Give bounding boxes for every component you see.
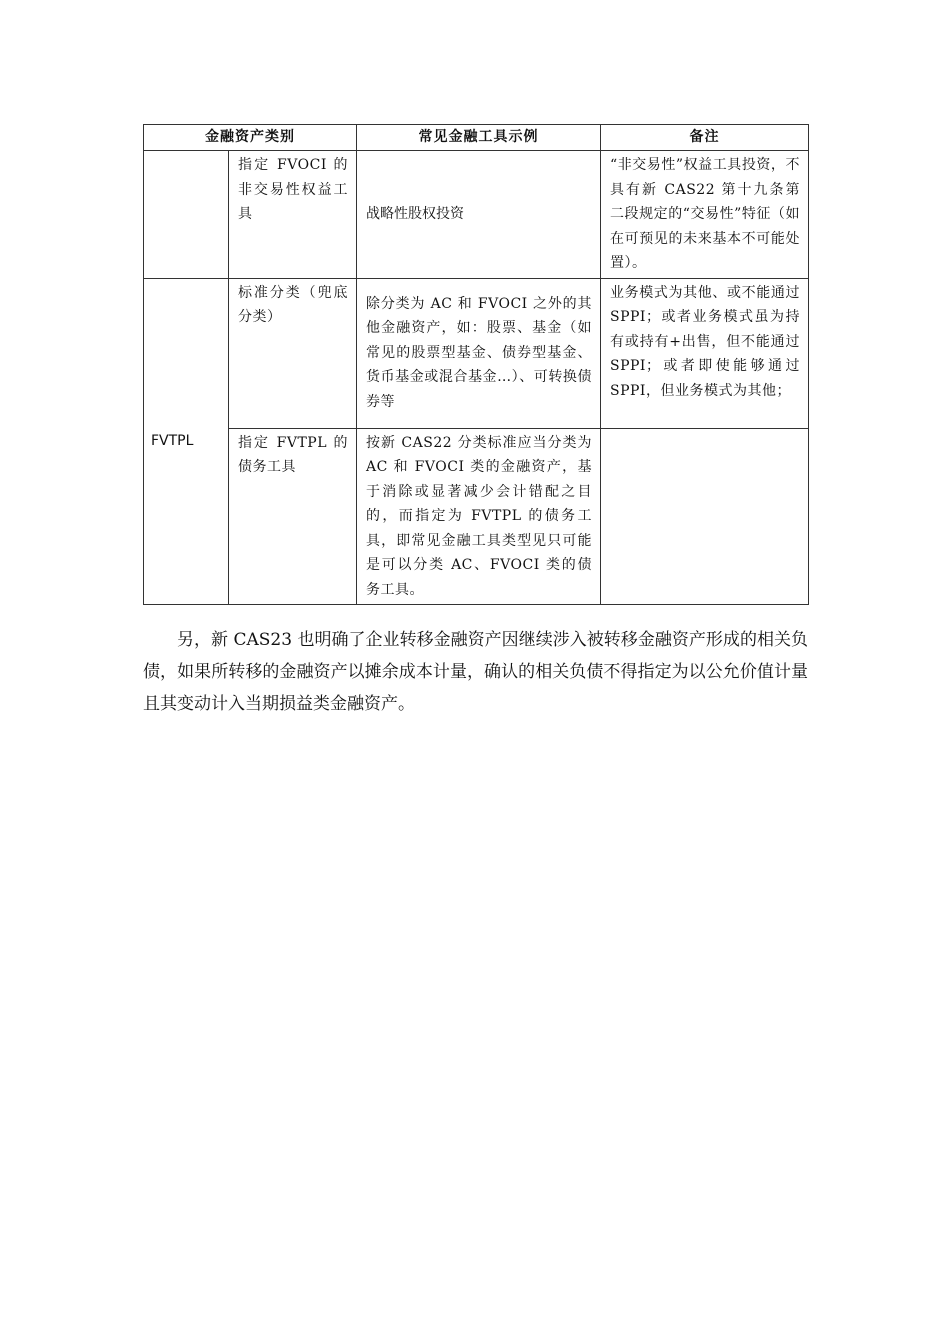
example-fvtpl-designated: 按新 CAS22 分类标准应当分类为 AC 和 FVOCI 类的金融资产，基于消除或显著减少会计错配之目的，而指定为 FVTPL 的债务工具，即常见金融工具类型见只可能是可以分类 AC、FVOCI 类的债务工具。 [357,428,601,605]
category-fvtpl: FVTPL [144,278,229,605]
note-fvtpl-standard: 业务模式为其他、或不能通过 SPPI；或者业务模式虽为持有或持有+出售，但不能通过 SPPI；或者即使能够通过 SPPI，但业务模式为其他； [601,278,809,428]
example-fvtpl-standard: 除分类为 AC 和 FVOCI 之外的其他金融资产，如：股票、基金（如常见的股票型基金、债券型基金、货币基金或混合基金…）、可转换债券等 [357,278,601,428]
header-remarks: 备注 [601,125,809,151]
subcategory-fvoci-equity: 指定 FVOCI 的非交易性权益工具 [229,151,357,279]
header-asset-category: 金融资产类别 [144,125,357,151]
header-instrument-examples: 常见金融工具示例 [357,125,601,151]
example-fvoci-equity: 战略性股权投资 [357,151,601,279]
table-row [144,428,809,605]
subcategory-fvtpl-designated: 指定 FVTPL 的债务工具 [229,428,357,605]
note-fvtpl-designated [601,428,809,605]
table-row [144,278,809,428]
table-header-row [144,125,809,151]
table-row [144,151,809,279]
financial-asset-table [143,124,809,605]
body-paragraph: 另，新 CAS23 也明确了企业转移金融资产因继续涉入被转移金融资产形成的相关负债，如果所转移的金融资产以摊余成本计量，确认的相关负债不得指定为以公允价值计量且其变动计入当期损益类金融资产。 [143,630,808,714]
subcategory-fvtpl-standard: 标准分类（兜底分类） [229,278,357,428]
category-cell-empty [144,151,229,279]
note-fvoci-equity: “非交易性”权益工具投资，不具有新 CAS22 第十九条第二段规定的“交易性”特征（如在可预见的未来基本不可能处置）。 [601,151,809,279]
